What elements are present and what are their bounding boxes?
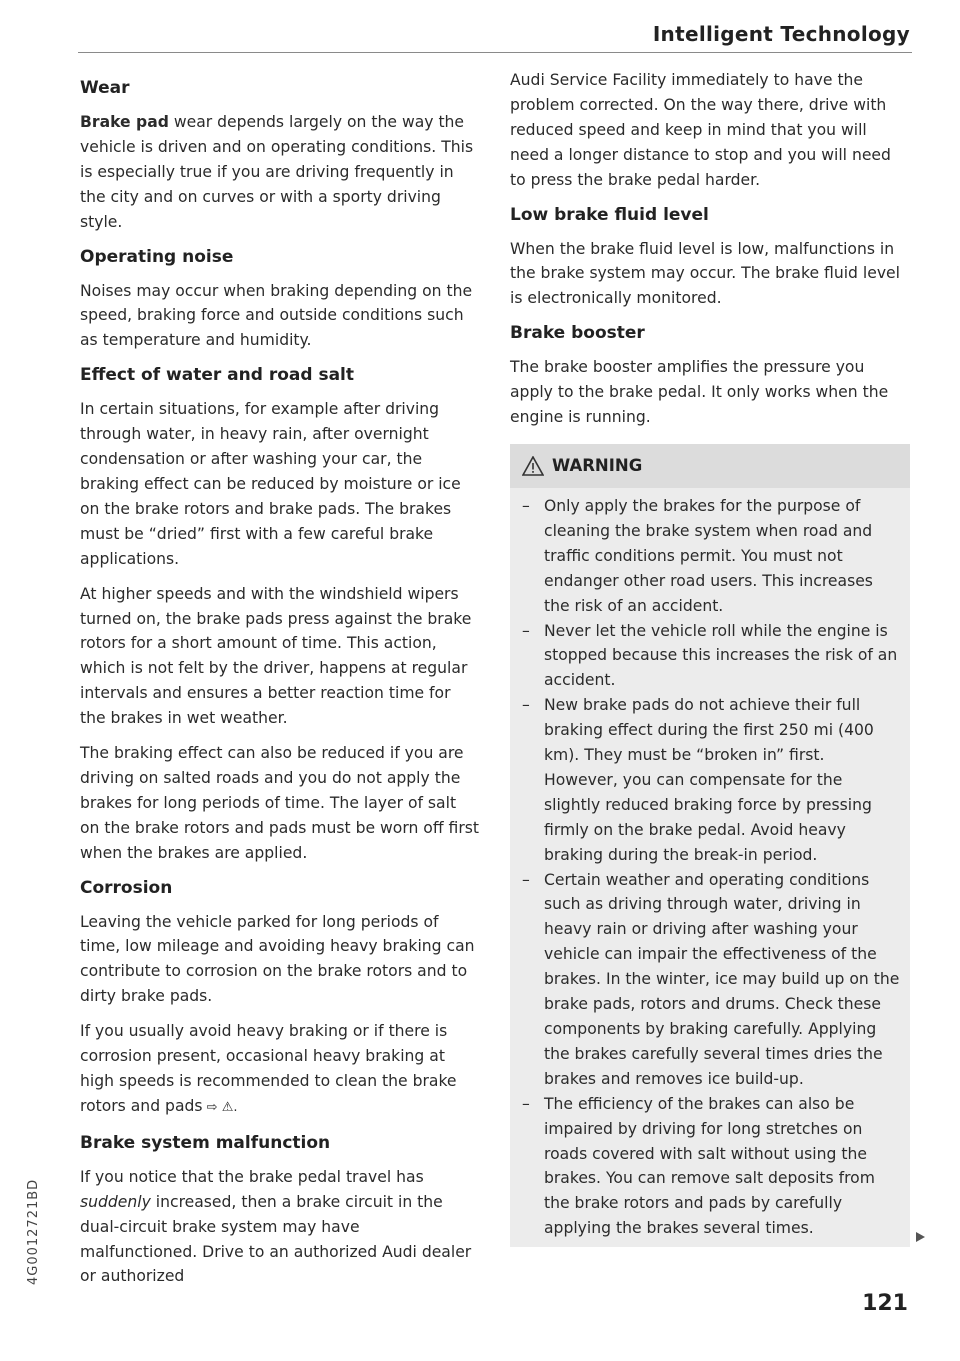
noise-paragraph: Noises may occur when braking depending on the speed, braking force and outside conditions such as temperature and humidity. [80, 281, 473, 350]
warning-reference-link[interactable]: ⇨ ⚠. [202, 1099, 238, 1115]
warning-item-text: New brake pads do not achieve their full braking effect during the first 250 mi (400 km). They must be “broken in” first. However, you can compensate for the slightly reduced braking force by pressing firmly on the brake pedal. Avoid heavy braking during the break-in period. [544, 696, 874, 864]
corrosion-paragraph-1: Leaving the vehicle parked for long periods of time, low mileage and avoiding heavy braking can contribute to corrosion on the brake rotors and to dirty brake pads. [80, 912, 475, 1006]
warning-item: – New brake pads do not achieve their full braking effect during the first 250 mi (400 km). They must be “broken in” first. However, you can compensate for the slightly reduced braking force by pressing firmly on the brake pedal. Avoid heavy braking during the break-in period. [522, 696, 874, 864]
header-divider [78, 52, 912, 53]
warning-item-text: Only apply the brakes for the purpose of cleaning the brake system when road and traffic conditions permit. You must not endanger other road users. This increases the risk of an accident. [544, 496, 873, 615]
warning-triangle-icon [522, 456, 544, 476]
warning-item-text: The efficiency of the brakes can also be impaired by driving for long stretches on roads covered with salt without using the brakes. You can remove salt deposits from the brake rotors and pads by carefully applying the brakes several times. [544, 1094, 875, 1238]
corrosion-text: If you usually avoid heavy braking or if there is corrosion present, occasional heavy braking at high speeds is recommended to clean the brake rotors and pads [80, 1022, 457, 1115]
water-heading: Effect of water and road salt [80, 365, 354, 386]
water-paragraph-2: At higher speeds and with the windshield wipers turned on, the brake pads press against the brake rotors for a short amount of time. This action, which is not felt by the driver, happens at regular intervals and ensures a better reaction time for the brakes in wet weather. [80, 584, 472, 728]
fluid-paragraph: When the brake fluid level is low, malfunctions in the brake system may occur. The brake fluid level is electronically monitored. [510, 239, 900, 308]
continue-arrow-icon [916, 1232, 925, 1242]
fluid-heading: Low brake fluid level [510, 204, 709, 225]
warning-header [510, 444, 910, 488]
booster-heading: Brake booster [510, 323, 645, 344]
continued-paragraph: Audi Service Facility immediately to have the problem corrected. On the way there, drive with reduced speed and keep in mind that you will need a longer distance to stop and you will need to press the brake pedal harder. [510, 71, 891, 189]
warning-item: – Only apply the brakes for the purpose of cleaning the brake system when road and traffic conditions permit. You must not endanger other road users. This increases the risk of an accident. [522, 496, 873, 615]
right-column [510, 68, 910, 1247]
warning-item-text: Never let the vehicle roll while the engine is stopped because this increases the risk of an accident. [544, 621, 898, 690]
warning-list [510, 494, 910, 1241]
noise-heading: Operating noise [80, 246, 234, 267]
warning-item: – The efficiency of the brakes can also be impaired by driving for long stretches on roads covered with salt without using the brakes. You can remove salt deposits from the brake rotors and pads by carefully applying the brakes several times. [522, 1094, 875, 1238]
warning-item: – Never let the vehicle roll while the engine is stopped because this increases the risk of an accident. [522, 621, 898, 690]
page-number: 121 [862, 1291, 908, 1316]
running-header: Intelligent Technology [652, 22, 910, 46]
malfunction-paragraph [80, 1165, 480, 1290]
warning-box [510, 444, 910, 1247]
wear-heading: Wear [80, 78, 130, 98]
booster-paragraph: The brake booster amplifies the pressure you apply to the brake pedal. It only works when the engine is running. [510, 358, 889, 427]
wear-lead-term: Brake pad [80, 113, 169, 131]
corrosion-heading: Corrosion [80, 877, 173, 898]
left-column [80, 68, 480, 1299]
malfunction-text-a: If you notice that the brake pedal travel has [80, 1167, 424, 1186]
malfunction-heading: Brake system malfunction [80, 1132, 331, 1153]
water-paragraph-1: In certain situations, for example after driving through water, in heavy rain, after overnight condensation or after washing your car, the braking effect can be reduced by moisture or ice on the brake rotors and brake pads. The brakes must be “dried” first with a few careful brake applications. [80, 400, 461, 568]
warning-item-text: Certain weather and operating conditions such as driving through water, driving in heavy rain or driving after washing your vehicle can impair the effectiveness of the brakes. In the winter, ice may build up on the brake pads, rotors and drums. Check these components by braking carefully. Applying the brakes carefully several times dries the brakes and removes ice build-up. [544, 870, 900, 1088]
wear-text: wear depends largely on the way the vehicle is driven and on operating conditions. This is especially true if you are driving frequently in the city and on curves or with a sporty driving style. [80, 113, 474, 231]
malfunction-emphasis: suddenly [80, 1192, 151, 1211]
water-paragraph-3: The braking effect can also be reduced if you are driving on salted roads and you do not apply the brakes for long periods of time. The layer of salt on the brake rotors and pads must be worn off first when the brakes are applied. [80, 744, 480, 862]
warning-item: – Certain weather and operating conditions such as driving through water, driving in heavy rain or driving after washing your vehicle can impair the effectiveness of the brakes. In the winter, ice may build up on the brake pads, rotors and drums. Check these components by braking carefully. Applying the brakes carefully several times dries the brakes and removes ice build-up. [522, 870, 900, 1088]
corrosion-paragraph-2 [80, 1019, 480, 1121]
warning-label: WARNING [552, 455, 643, 475]
wear-paragraph [80, 110, 480, 235]
document-code: 4G0012721BD [26, 1178, 41, 1285]
malfunction-text-b: increased, then a brake circuit in the dual-circuit brake system may have malfunctioned. Drive to an authorized Audi dealer or authorized [80, 1192, 472, 1286]
